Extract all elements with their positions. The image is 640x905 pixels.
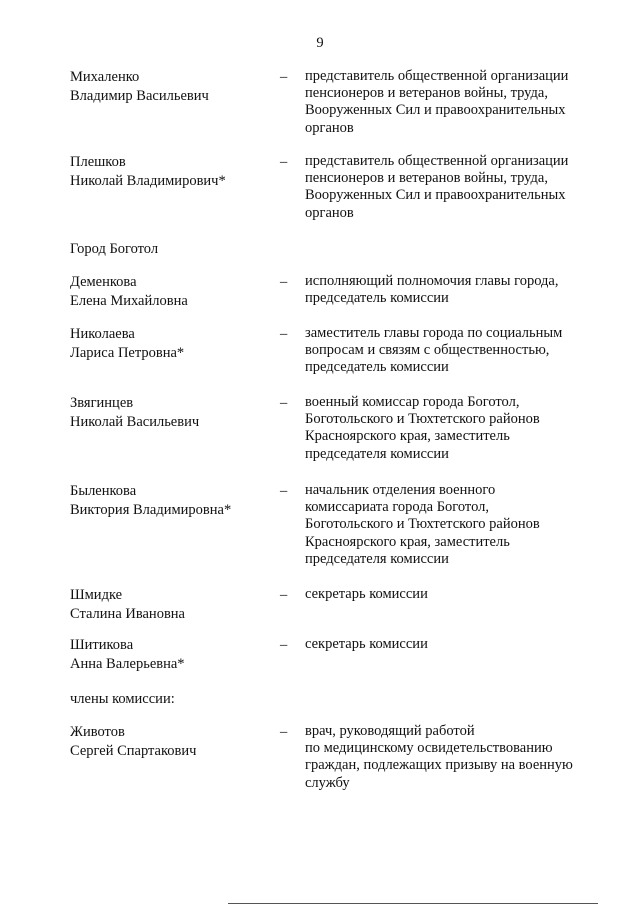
member-role <box>305 723 605 792</box>
member-surname: Шмидке <box>70 587 123 603</box>
role-line: Боготольского и Тюхтетского районов <box>305 516 540 533</box>
entry-dash: – <box>280 395 288 411</box>
member-given-names: Владимир Васильевич <box>70 88 209 104</box>
role-line: председателя комиссии <box>305 550 449 567</box>
member-name <box>70 482 270 520</box>
role-line: Боготольского и Тюхтетского районов <box>305 411 540 428</box>
role-line: пенсионеров и ветеранов войны, труда, <box>305 85 548 102</box>
entry-dash: – <box>280 274 288 290</box>
role-line: вопросам и связям с общественностью, <box>305 342 550 359</box>
entry-dash: – <box>280 154 288 170</box>
role-line: Вооруженных Сил и правоохранительных <box>305 102 566 119</box>
role-line: пенсионеров и ветеранов войны, труда, <box>305 170 548 187</box>
member-given-names: Анна Валерьевна* <box>70 656 185 672</box>
role-line: председателя комиссии <box>305 445 449 462</box>
member-name <box>70 273 270 311</box>
member-name <box>70 68 270 106</box>
member-role <box>305 273 605 307</box>
member-given-names: Николай Васильевич <box>70 414 200 430</box>
role-line: Красноярского края, заместитель <box>305 533 510 550</box>
entry-dash: – <box>280 69 288 85</box>
member-given-names: Сергей Спартакович <box>70 743 197 759</box>
member-role <box>305 153 605 222</box>
member-given-names: Николай Владимирович* <box>70 173 226 189</box>
role-line: органов <box>305 119 354 136</box>
role-line: комиссариата города Боготол, <box>305 499 489 516</box>
role-line: секретарь комиссии <box>305 636 428 652</box>
role-line: граждан, подлежащих призыву на военную <box>305 757 573 774</box>
role-line: председатель комиссии <box>305 359 449 376</box>
member-surname: Шитикова <box>70 637 134 653</box>
role-line: органов <box>305 204 354 221</box>
member-surname: Быленкова <box>70 483 137 499</box>
member-role <box>305 325 605 377</box>
entry-dash: – <box>280 326 288 342</box>
role-line: военный комиссар города Боготол, <box>305 394 520 410</box>
member-given-names: Лариса Петровна* <box>70 345 185 361</box>
page-number: 9 <box>316 35 324 51</box>
member-surname: Николаева <box>70 326 135 342</box>
member-role <box>305 394 605 463</box>
role-line: службу <box>305 774 350 791</box>
member-surname: Михаленко <box>70 69 140 85</box>
member-surname: Плешков <box>70 154 126 170</box>
role-line: по медицинскому освидетельствованию <box>305 740 553 757</box>
member-role <box>305 586 605 603</box>
role-line: секретарь комиссии <box>305 586 428 602</box>
member-name <box>70 586 270 624</box>
member-name <box>70 394 270 432</box>
role-line: Красноярского края, заместитель <box>305 428 510 445</box>
member-given-names: Виктория Владимировна* <box>70 502 232 518</box>
bottom-rule <box>228 903 598 904</box>
entry-dash: – <box>280 724 288 740</box>
member-name <box>70 325 270 363</box>
member-surname: Звягинцев <box>70 395 134 411</box>
member-surname: Деменкова <box>70 274 137 290</box>
role-line: заместитель главы города по социальным <box>305 325 563 341</box>
role-line: председатель комиссии <box>305 290 449 307</box>
role-line: исполняющий полномочия главы города, <box>305 273 559 289</box>
role-line: Вооруженных Сил и правоохранительных <box>305 187 566 204</box>
member-name <box>70 153 270 191</box>
member-role <box>305 68 605 137</box>
entry-dash: – <box>280 483 288 499</box>
members-heading: члены комиссии: <box>70 691 175 707</box>
role-line: представитель общественной организации <box>305 153 569 169</box>
member-role <box>305 482 605 568</box>
member-name <box>70 636 270 674</box>
entry-dash: – <box>280 587 288 603</box>
member-given-names: Елена Михайловна <box>70 293 188 309</box>
member-surname: Животов <box>70 724 125 740</box>
role-line: начальник отделения военного <box>305 482 496 498</box>
role-line: врач, руководящий работой <box>305 723 475 739</box>
entry-dash: – <box>280 637 288 653</box>
member-role <box>305 636 605 653</box>
member-given-names: Сталина Ивановна <box>70 606 185 622</box>
member-name <box>70 723 270 761</box>
city-heading: Город Боготол <box>70 241 159 257</box>
role-line: представитель общественной организации <box>305 68 569 84</box>
